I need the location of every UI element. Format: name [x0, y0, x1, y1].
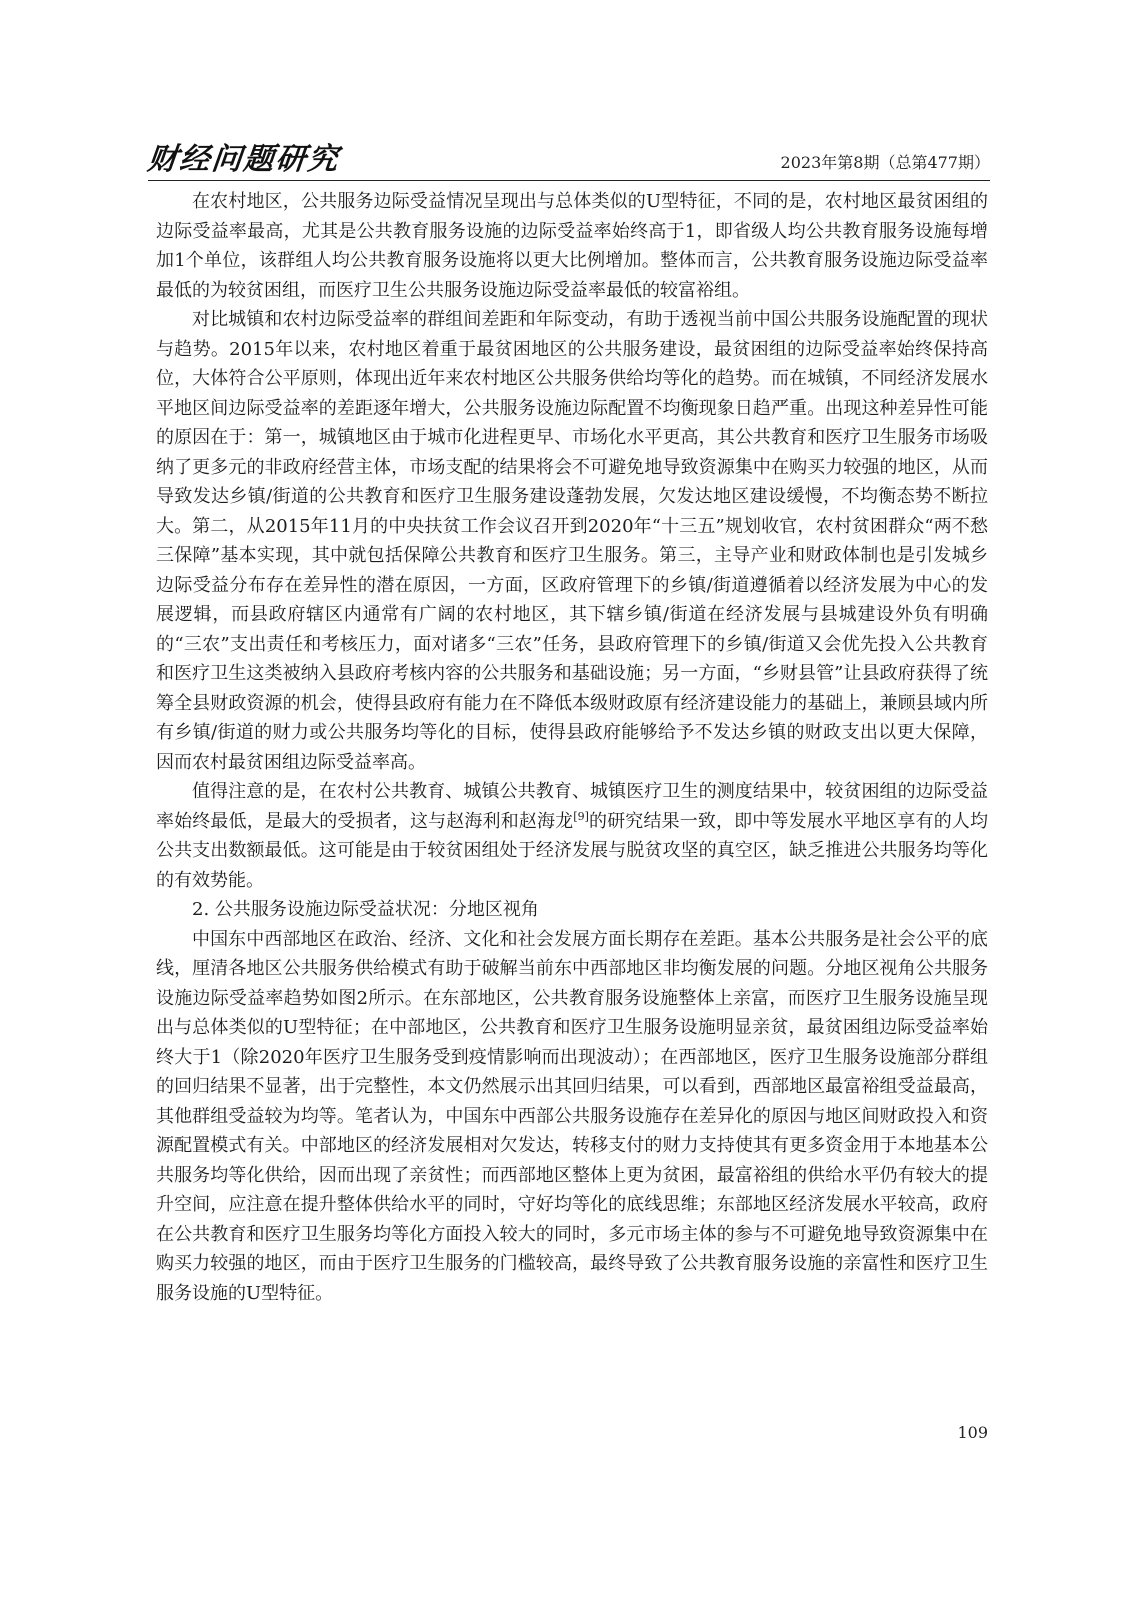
- journal-name: 财经问题研究: [145, 142, 342, 177]
- paragraph-text: 的研究结果一致，即中等发展水平地区享有的人均公共支出数额最低。这可能是由于较贫困组处于经济发展与脱贫攻坚的真空区，缺乏推进公共服务均等化的有效势能。: [156, 810, 989, 891]
- paragraph: 对比城镇和农村边际受益率的群组间差距和年际变动，有助于透视当前中国公共服务设施配置的现状与趋势。2015年以来，农村地区着重于最贫困地区的公共服务建设，最贫困组的边际受益率始终保持高位，大体符合公平原则，体现出近年来农村地区公共服务供给均等化的趋势。而在城镇，不同经济发展水平地区间边际受益率的差距逐年增大，公共服务设施边际配置不均衡现象日趋严重。出现这种差异性可能的原因在于：第一，城镇地区由于城市化进程更早、市场化水平更高，其公共教育和医疗卫生服务市场吸纳了更多元的非政府经营主体，市场支配的结果将会不可避免地导致资源集中在购买力较强的地区，从而导致发达乡镇/街道的公共教育和医疗卫生服务建设蓬勃发展，欠发达地区建设缓慢，不均衡态势不断拉大。第二，从2015年11月的中央扶贫工作会议召开到2020年“十三五”规划收官，农村贫困群众“两不愁三保障”基本实现，其中就包括保障公共教育和医疗卫生服务。第三，主导产业和财政体制也是引发城乡边际受益分布存在差异性的潜在原因，一方面，区政府管理下的乡镇/街道遵循着以经济发展为中心的发展逻辑，而县政府辖区内通常有广阔的农村地区，其下辖乡镇/街道在经济发展与县城建设外负有明确的“三农”支出责任和考核压力，面对诸多“三农”任务，县政府管理下的乡镇/街道又会优先投入公共教育和医疗卫生这类被纳入县政府考核内容的公共服务和基础设施；另一方面，“乡财县管”让县政府获得了统筹全县财政资源的机会，使得县政府有能力在不降低本级财政原有经济建设能力的基础上，兼顾县域内所有乡镇/街道的财力或公共服务均等化的目标，使得县政府能够给予不发达乡镇的财政支出以更大保障，因而农村最贫困组边际受益率高。: [156, 309, 988, 773]
- body-text: [156, 187, 988, 1308]
- section-heading: 2. 公共服务设施边际受益状况：分地区视角: [192, 899, 539, 920]
- running-header: [145, 130, 990, 178]
- paragraph-text: 值得注意的是，在农村公共教育、城镇公共教育、城镇医疗卫生的测度结果中，较贫困组的边际受益率始终最低，是最大的受损者，这与赵海利和赵海龙: [156, 781, 988, 832]
- header-rule: [148, 180, 990, 181]
- issue-info: 2023年第8期（总第477期）: [780, 153, 990, 172]
- paragraph: 在农村地区，公共服务边际受益情况呈现出与总体类似的U型特征，不同的是，农村地区最贫困组的边际受益率最高，尤其是公共教育服务设施的边际受益率始终高于1，即省级人均公共教育服务设施每增加1个单位，该群组人均公共教育服务设施将以更大比例增加。整体而言，公共教育服务设施边际受益率最低的为较贫困组，而医疗卫生公共服务设施边际受益率最低的较富裕组。: [156, 191, 988, 301]
- citation-ref[interactable]: [9]: [573, 809, 589, 823]
- paragraph: 中国东中西部地区在政治、经济、文化和社会发展方面长期存在差距。基本公共服务是社会公平的底线，厘清各地区公共服务供给模式有助于破解当前东中西部地区非均衡发展的问题。分地区视角公共服务设施边际受益率趋势如图2所示。在东部地区，公共教育服务设施整体上亲富，而医疗卫生服务设施呈现出与总体类似的U型特征；在中部地区，公共教育和医疗卫生服务设施明显亲贫，最贫困组边际受益率始终大于1（除2020年医疗卫生服务受到疫情影响而出现波动）；在西部地区，医疗卫生服务设施部分群组的回归结果不显著，出于完整性，本文仍然展示出其回归结果，可以看到，西部地区最富裕组受益最高，其他群组受益较为均等。笔者认为，中国东中西部公共服务设施存在差异化的原因与地区间财政投入和资源配置模式有关。中部地区的经济发展相对欠发达，转移支付的财力支持使其有更多资金用于本地基本公共服务均等化供给，因而出现了亲贫性；而西部地区整体上更为贫困，最富裕组的供给水平仍有较大的提升空间，应注意在提升整体供给水平的同时，守好均等化的底线思维；东部地区经济发展水平较高，政府在公共教育和医疗卫生服务均等化方面投入较大的同时，多元市场主体的参与不可避免地导致资源集中在购买力较强的地区，而由于医疗卫生服务的门槛较高，最终导致了公共教育服务设施的亲富性和医疗卫生服务设施的U型特征。: [156, 928, 988, 1304]
- paragraph: [156, 777, 988, 895]
- page-number: 109: [957, 1423, 988, 1442]
